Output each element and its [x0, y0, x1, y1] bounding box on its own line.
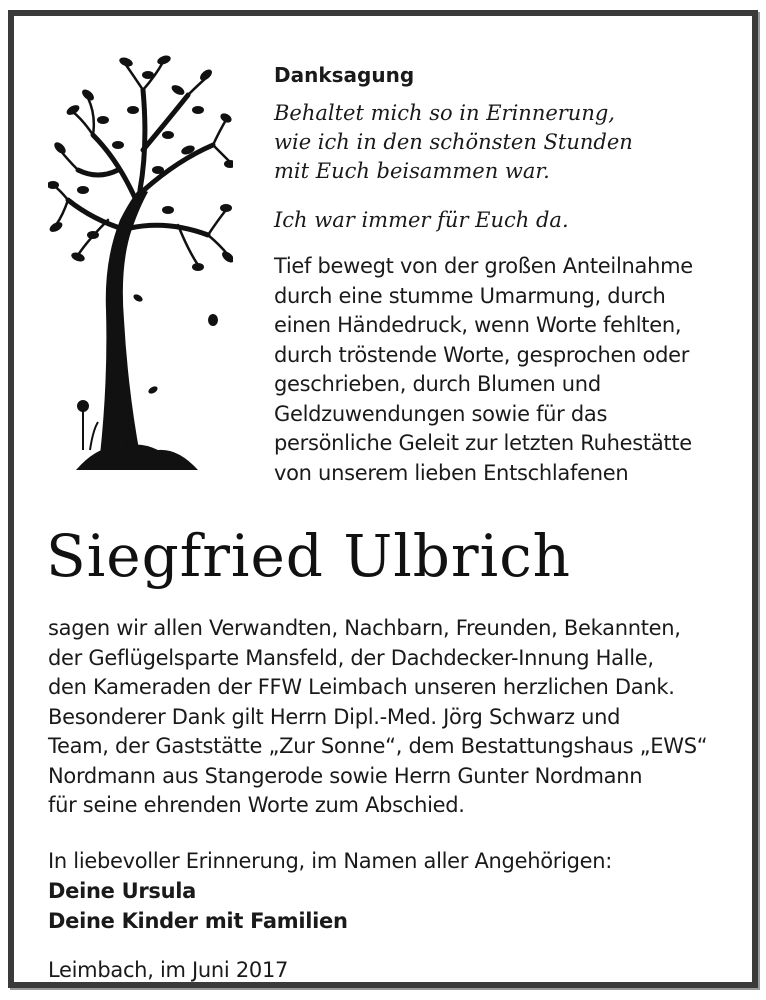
closing-line: In liebevoller Erinnerung, im Namen aller Angehörigen:	[48, 849, 613, 873]
thanks-line: Besonderer Dank gilt Herrn Dipl.-Med. Jörg Schwarz und	[48, 704, 621, 729]
place-date: Leimbach, im Juni 2017	[48, 958, 289, 982]
signature: Deine Kinder mit Familien	[48, 909, 348, 933]
tree-icon	[48, 50, 233, 480]
thanks-line: Nordmann aus Stangerode sowie Herrn Gunter Nordmann	[48, 763, 643, 788]
poem	[274, 99, 744, 186]
poem-line: wie ich in den schönsten Stunden	[274, 130, 633, 154]
thanks-line: den Kameraden der FFW Leimbach unseren herzlichen Dank.	[48, 675, 675, 699]
thanks-line: Team, der Gaststätte „Zur Sonne“, dem Bestattungshaus „EWS“	[48, 734, 708, 758]
thanks-line: der Geflügelsparte Mansfeld, der Dachdecker-Innung Halle,	[48, 645, 654, 670]
intro-line: durch tröstende Worte, gesprochen oder	[274, 342, 690, 367]
notice-frame	[8, 10, 758, 988]
closing-block	[48, 846, 748, 936]
intro-line: geschrieben, durch Blumen und	[274, 372, 601, 396]
poem-line: mit Euch beisammen war.	[274, 159, 550, 183]
intro-line: persönliche Geleit zur letzten Ruhestätte	[274, 431, 692, 455]
poem-line: Behaltet mich so in Erinnerung,	[274, 101, 615, 125]
thanks-text	[48, 614, 748, 821]
intro-line: Tief bewegt von der großen Anteilnahme	[274, 254, 693, 278]
deceased-name: Siegfried Ulbrich	[46, 522, 572, 590]
thanks-line: für seine ehrenden Worte zum Abschied.	[48, 793, 465, 817]
intro-line: durch eine stumme Umarmung, durch	[274, 283, 666, 308]
intro-text	[274, 252, 744, 488]
heading: Danksagung	[274, 63, 415, 87]
intro-line: von unserem lieben Entschlafenen	[274, 460, 629, 485]
poem-closing-line: Ich war immer für Euch da.	[274, 208, 569, 232]
intro-line: einen Händedruck, wenn Worte fehlten,	[274, 313, 682, 337]
thanks-line: sagen wir allen Verwandten, Nachbarn, Freunden, Bekannten,	[48, 616, 681, 640]
signature: Deine Ursula	[48, 879, 197, 903]
intro-line: Geldzuwendungen sowie für das	[274, 401, 608, 426]
